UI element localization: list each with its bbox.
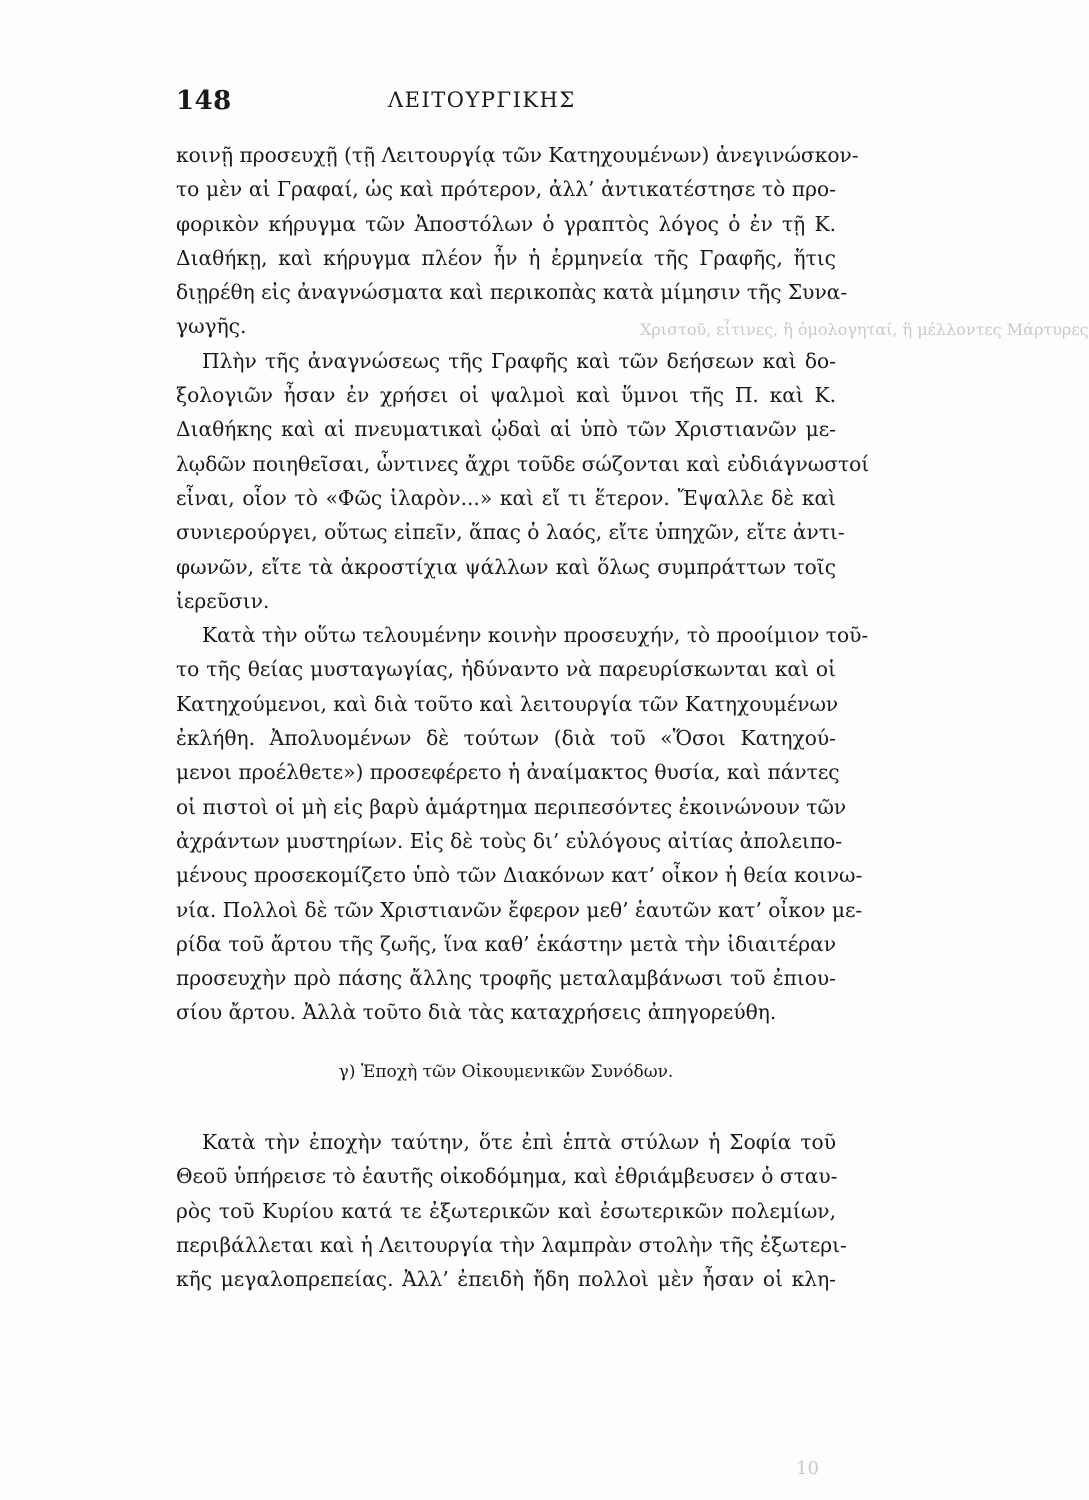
page-header — [176, 86, 836, 126]
text-line: Διαθήκης καὶ αἱ πνευματικαὶ ᾠδαὶ αἱ ὑπὸ τῶν Χριστιανῶν με- — [176, 417, 836, 442]
text-line: κῆς μεγαλοπρεπείας. Ἀλλ’ ἐπειδὴ ἤδη πολλοὶ μὲν ἦσαν οἱ κλη- — [176, 1267, 836, 1292]
text-line: Κατὰ τὴν οὕτω τελουμένην κοινὴν προσευχήν, τὸ προοίμιον τοῦ- — [202, 623, 869, 648]
section-heading: γ) Ἐποχὴ τῶν Οἰκουμενικῶν Συνόδων. — [338, 1062, 674, 1082]
text-line: Κατὰ τὴν ἐποχὴν ταύτην, ὅτε ἐπὶ ἑπτὰ στύλων ἡ Σοφία τοῦ — [202, 1130, 836, 1154]
bleed-through-text: Χριστοῦ, εἶτινες, ἢ ὁμολογηταί, ἢ μέλλοντες Μάρτυρες — [640, 320, 1089, 339]
text-line: προσευχὴν πρὸ πάσης ἄλλης τροφῆς μεταλαμβάνωσι τοῦ ἐπιου- — [176, 966, 836, 991]
text-line: φωνῶν, εἴτε τὰ ἀκροστίχια ψάλλων καὶ ὅλως συμπράττων τοῖς — [176, 554, 836, 579]
text-line: περιβάλλεται καὶ ἡ Λειτουργία τὴν λαμπρὰν στολὴν τῆς ἐξωτερι- — [176, 1232, 847, 1257]
text-line: διῃρέθη εἰς ἀναγνώσματα καὶ περικοπὰς κατὰ μίμησιν τῆς Συνα- — [176, 280, 848, 305]
page-number: 148 — [176, 86, 232, 116]
text-line: Διαθήκῃ, καὶ κήρυγμα πλέον ἦν ἡ ἑρμηνεία τῆς Γραφῆς, ἥτις — [176, 245, 836, 270]
text-line: Πλὴν τῆς ἀναγνώσεως τῆς Γραφῆς καὶ τῶν δεήσεων καὶ δο- — [202, 348, 836, 373]
text-line: κοινῇ προσευχῇ (τῇ Λειτουργίᾳ τῶν Κατηχουμένων) ἀνεγινώσκον- — [176, 143, 859, 167]
text-line: ἀχράντων μυστηρίων. Εἰς δὲ τοὺς δι’ εὐλόγους αἰτίας ἀπολειπο- — [176, 828, 843, 853]
text-line: Θεοῦ ὑπήρεισε τὸ ἑαυτῆς οἰκοδόμημα, καὶ ἐθριάμβευσεν ὁ σταυ- — [176, 1164, 838, 1189]
text-line: ξολογιῶν ἦσαν ἐν χρήσει οἱ ψαλμοὶ καὶ ὕμνοι τῆς Π. καὶ Κ. — [176, 383, 836, 408]
text-line: οἱ πιστοὶ οἱ μὴ εἰς βαρὺ ἁμάρτημα περιπεσόντες ἐκοινώνουν τῶν — [176, 794, 847, 819]
text-line: σίου ἄρτου. Ἀλλὰ τοῦτο διὰ τὰς καταχρήσεις ἀπηγορεύθη. — [176, 1000, 777, 1025]
text-line: φορικὸν κήρυγμα τῶν Ἀποστόλων ὁ γραπτὸς λόγος ὁ ἐν τῇ Κ. — [176, 211, 836, 236]
text-line: ρίδα τοῦ ἄρτου τῆς ζωῆς, ἵνα καθ’ ἑκάστην μετὰ τὴν ἰδιαιτέραν — [176, 931, 836, 956]
text-line: μένους προσεκομίζετο ὑπὸ τῶν Διακόνων κατ’ οἶκον ἡ θεία κοινω- — [176, 863, 863, 888]
text-line: το μὲν αἱ Γραφαί, ὡς καὶ πρότερον, ἀλλ’ ἀντικατέστησε τὸ προ- — [176, 177, 836, 202]
section-text — [176, 1125, 847, 1296]
text-line: ἐκλήθη. Ἀπολυομένων δὲ τούτων (διὰ τοῦ «Ὅσοι Κατηχού- — [176, 726, 836, 751]
text-line: ρὸς τοῦ Κυρίου κατά τε ἐξωτερικῶν καὶ ἐσωτερικῶν πολεμίων, — [176, 1198, 836, 1223]
text-line: συνιερούργει, οὕτως εἰπεῖν, ἅπας ὁ λαός, εἴτε ὑπηχῶν, εἴτε ἀντι- — [176, 520, 845, 545]
bleed-through-mark: 10 — [796, 1458, 819, 1479]
text-line: λῳδῶν ποιηθεῖσαι, ὧντινες ἄχρι τοῦδε σώζονται καὶ εὐδιάγνωστοί — [176, 451, 870, 476]
text-line: εἶναι, οἷον τὸ «Φῶς ἱλαρὸν...» καὶ εἴ τι ἕτερον. Ἔψαλλε δὲ καὶ — [176, 485, 836, 510]
text-line: Κατηχούμενοι, καὶ διὰ τοῦτο καὶ λειτουργία τῶν Κατηχουμένων — [176, 691, 839, 716]
text-line: μενοι προέλθετε») προσεφέρετο ἡ ἀναίμακτος θυσία, καὶ πάντες — [176, 760, 840, 785]
text-line: ἱερεῦσιν. — [176, 588, 270, 613]
text-line: νία. Πολλοὶ δὲ τῶν Χριστιανῶν ἔφερον μεθ’ ἑαυτῶν κατ’ οἶκον με- — [176, 897, 863, 922]
text-line: το τῆς θείας μυσταγωγίας, ἠδύναντο νὰ παρευρίσκωνται καὶ οἱ — [176, 657, 836, 682]
running-head: ΛΕΙΤΟΥΡΓΙΚΗΣ — [388, 88, 576, 112]
text-line: γωγῆς. — [176, 314, 247, 339]
